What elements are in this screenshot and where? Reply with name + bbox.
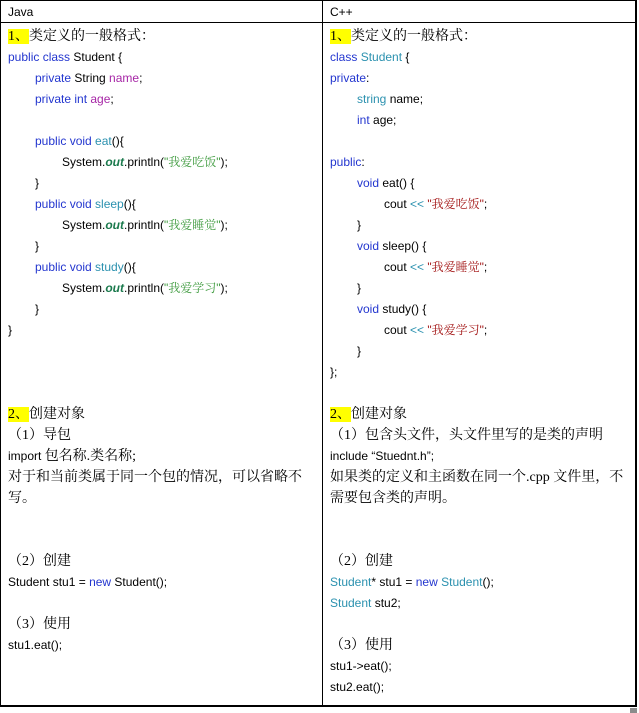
text-run: name;: [389, 92, 424, 106]
text-run: 2、: [8, 407, 29, 422]
code-line: [1, 509, 322, 530]
code-line: [1, 173, 322, 194]
text-run: cout: [384, 323, 411, 337]
text-run: 类定义的一般格式：: [351, 29, 477, 44]
cpp-code-cell: [323, 23, 635, 705]
code-line: [323, 110, 635, 131]
text-run: int: [357, 113, 374, 127]
code-line: [1, 551, 322, 572]
text-run: );: [220, 281, 228, 295]
code-line: [323, 446, 635, 467]
code-line: [323, 152, 635, 173]
text-run: ;: [139, 71, 143, 85]
text-run: Student();: [114, 575, 168, 589]
code-line: [323, 47, 635, 68]
text-run: stu2;: [374, 596, 401, 610]
code-line: [1, 362, 322, 383]
text-run: ();: [482, 575, 494, 589]
text-run: "我爱吃饭": [164, 155, 221, 169]
code-line: [1, 299, 322, 320]
code-line: [323, 467, 635, 488]
code-line: [323, 425, 635, 446]
text-run: Student: [330, 575, 372, 589]
text-run: "我爱吃饭": [427, 197, 484, 211]
text-run: private: [330, 71, 367, 85]
text-run: study() {: [382, 302, 427, 316]
text-run: "我爱学习": [427, 323, 484, 337]
text-run: System.: [62, 155, 106, 169]
code-line: [323, 26, 635, 47]
text-run: <<: [410, 197, 428, 211]
text-run: );: [220, 218, 228, 232]
code-line: [323, 551, 635, 572]
code-line: [1, 341, 322, 362]
code-line: [323, 362, 635, 383]
text-run: 如果类的定义和主函数在同一个.cpp 文件里，不: [330, 470, 624, 485]
text-run: (){: [111, 134, 124, 148]
text-run: }: [8, 323, 13, 337]
text-run: 2、: [330, 407, 351, 422]
text-run: cout: [384, 197, 411, 211]
code-line: [1, 572, 322, 593]
text-run: public void: [35, 260, 96, 274]
text-run: ;: [483, 323, 488, 337]
code-line: [1, 530, 322, 551]
code-line: [1, 467, 322, 488]
code-line: [323, 341, 635, 362]
text-run: <<: [410, 323, 428, 337]
code-line: [323, 194, 635, 215]
cpp-header-label: C++: [330, 5, 353, 19]
code-line: [323, 131, 635, 152]
text-run: };: [330, 365, 338, 379]
java-header-cell: [1, 1, 323, 23]
text-run: eat: [95, 134, 112, 148]
code-line: [1, 47, 322, 68]
java-code-cell: [1, 23, 323, 705]
code-line: [1, 68, 322, 89]
table-resize-handle[interactable]: [630, 708, 637, 713]
text-run: sleep: [95, 197, 124, 211]
code-line: [1, 614, 322, 635]
text-run: new: [89, 575, 115, 589]
text-run: string: [357, 92, 390, 106]
code-line: [1, 404, 322, 425]
code-line: [1, 446, 322, 467]
text-run: （2）创建: [8, 554, 71, 569]
code-line: [1, 635, 322, 656]
text-run: （1）包含头文件，头文件里写的是类的声明: [330, 428, 603, 443]
text-run: 对于和当前类属于同一个包的情况，可以省略不: [8, 470, 302, 485]
code-line: [1, 131, 322, 152]
text-run: .println(: [124, 281, 165, 295]
text-run: age;: [373, 113, 397, 127]
text-run: <<: [410, 260, 428, 274]
code-line: [1, 320, 322, 341]
text-run: ;: [483, 197, 488, 211]
text-run: out: [105, 155, 124, 169]
text-run: stu2.eat();: [330, 680, 385, 694]
text-run: }: [357, 218, 362, 232]
code-line: [323, 299, 635, 320]
text-run: eat() {: [382, 176, 415, 190]
code-line: [1, 425, 322, 446]
text-run: String: [74, 71, 110, 85]
text-run: void: [357, 302, 383, 316]
code-line: [323, 68, 635, 89]
text-run: age: [90, 92, 111, 106]
text-run: (){: [123, 197, 136, 211]
code-line: [323, 173, 635, 194]
code-line: [323, 89, 635, 110]
code-line: [1, 110, 322, 131]
text-run: 创建对象: [29, 407, 85, 422]
code-line: [323, 383, 635, 404]
text-run: public void: [35, 134, 96, 148]
code-line: [323, 530, 635, 551]
text-run: }: [35, 176, 40, 190]
text-run: "我爱睡觉": [164, 218, 221, 232]
text-run: (){: [123, 260, 136, 274]
text-run: （3）使用: [8, 617, 71, 632]
text-run: System.: [62, 281, 106, 295]
cpp-header-cell: [323, 1, 635, 23]
code-line: [1, 593, 322, 614]
code-line: [1, 236, 322, 257]
text-run: ;: [110, 92, 114, 106]
text-run: 类定义的一般格式：: [29, 29, 155, 44]
text-run: {: [405, 50, 410, 64]
text-run: public: [330, 155, 362, 169]
text-run: }: [35, 302, 40, 316]
code-line: [323, 572, 635, 593]
text-run: * stu1 =: [371, 575, 416, 589]
text-run: .println(: [124, 218, 165, 232]
code-line: [323, 236, 635, 257]
code-line: [323, 404, 635, 425]
text-run: 创建对象: [351, 407, 407, 422]
code-line: [1, 215, 322, 236]
text-run: study: [95, 260, 124, 274]
text-run: stu1.eat();: [8, 638, 63, 652]
code-line: [323, 488, 635, 509]
code-line: [323, 614, 635, 635]
text-run: new: [415, 575, 442, 589]
code-line: [1, 26, 322, 47]
text-run: Student stu1 =: [8, 575, 90, 589]
text-run: }: [357, 344, 362, 358]
text-run: 写。: [8, 491, 36, 506]
text-run: out: [105, 218, 124, 232]
code-line: [1, 152, 322, 173]
code-line: [323, 593, 635, 614]
text-run: Student: [441, 575, 483, 589]
code-line: [323, 278, 635, 299]
text-run: include “Stuednt.h”;: [330, 449, 435, 463]
code-line: [323, 677, 635, 698]
code-line: [323, 257, 635, 278]
text-run: （3）使用: [330, 638, 393, 653]
text-run: Student: [330, 596, 375, 610]
text-run: void: [357, 176, 383, 190]
text-run: Student {: [73, 50, 123, 64]
text-run: Student: [360, 50, 406, 64]
code-line: [1, 257, 322, 278]
text-run: }: [35, 239, 40, 253]
text-run: }: [357, 281, 362, 295]
code-line: [323, 215, 635, 236]
text-run: ;: [483, 260, 488, 274]
text-run: :: [366, 71, 370, 85]
text-run: （1）导包: [8, 428, 71, 443]
text-run: import: [8, 449, 45, 463]
text-run: out: [105, 281, 124, 295]
text-run: .println(: [124, 155, 165, 169]
java-header-label: Java: [8, 5, 34, 19]
code-line: [1, 89, 322, 110]
text-run: "我爱学习": [164, 281, 221, 295]
code-line: [1, 278, 322, 299]
text-run: 1、: [8, 29, 29, 44]
text-run: 包名称.类名称;: [44, 449, 137, 464]
code-line: [1, 194, 322, 215]
text-run: void: [357, 239, 383, 253]
code-line: [323, 656, 635, 677]
text-run: name: [109, 71, 140, 85]
text-run: private int: [35, 92, 91, 106]
text-run: （2）创建: [330, 554, 393, 569]
text-run: 1、: [330, 29, 351, 44]
text-run: "我爱睡觉": [427, 260, 484, 274]
text-run: );: [220, 155, 228, 169]
text-run: cout: [384, 260, 411, 274]
text-run: 需要包含类的声明。: [330, 491, 456, 506]
text-run: sleep() {: [382, 239, 427, 253]
code-line: [323, 635, 635, 656]
code-line: [323, 320, 635, 341]
code-line: [1, 383, 322, 404]
text-run: public void: [35, 197, 96, 211]
text-run: public class: [8, 50, 74, 64]
text-run: stu1->eat();: [330, 659, 392, 673]
code-line: [323, 509, 635, 530]
text-run: class: [330, 50, 361, 64]
text-run: System.: [62, 218, 106, 232]
text-run: private: [35, 71, 75, 85]
code-line: [1, 488, 322, 509]
text-run: :: [361, 155, 365, 169]
